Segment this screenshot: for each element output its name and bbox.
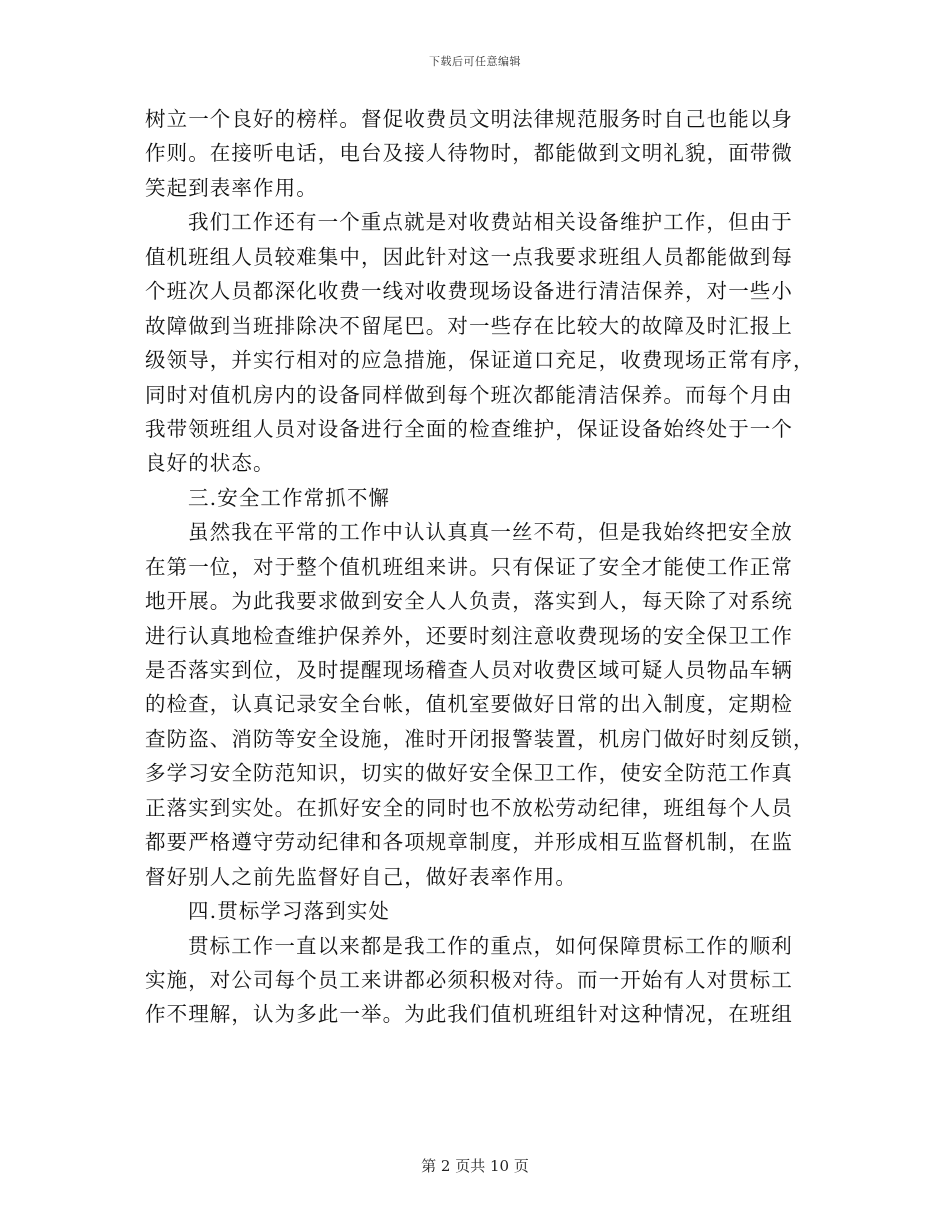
text-line: 都要严格遵守劳动纪律和各项规章制度，并形成相互监督机制，在监 (145, 830, 793, 855)
text-line: 故障做到当班排除决不留尾巴。对一些存在比较大的故障及时汇报上 (145, 313, 793, 338)
text-line: 我带领班组人员对设备进行全面的检查维护，保证设备始终处于一个 (145, 416, 793, 441)
text-line: 笑起到表率作用。 (145, 175, 318, 200)
text-line: 作不理解，认为多此一举。为此我们值机班组针对这种情况，在班组 (145, 1002, 793, 1027)
text-line: 实施，对公司每个员工来讲都必须积极对待。而一开始有人对贯标工 (145, 967, 793, 992)
section-heading: 四.贯标学习落到实处 (188, 899, 391, 924)
text-line: 是否落实到位，及时提醒现场稽查人员对收费区域可疑人员物品车辆 (145, 658, 793, 682)
text-line: 我们工作还有一个重点就是对收费站相关设备维护工作，但由于 (188, 210, 793, 235)
text-line: 督好别人之前先监督好自己，做好表率作用。 (145, 864, 577, 889)
page-footer: 第 2 页共 10 页 (421, 1157, 529, 1175)
text-line: 正落实到实处。在抓好安全的同时也不放松劳动纪律，班组每个人员 (145, 795, 793, 820)
text-line: 贯标工作一直以来都是我工作的重点，如何保障贯标工作的顺利 (188, 933, 793, 958)
text-line: 个班次人员都深化收费一线对收费现场设备进行清洁保养，对一些小 (145, 279, 793, 304)
section-heading: 三.安全工作常抓不懈 (188, 485, 391, 510)
text-line: 作则。在接听电话，电台及接人待物时，都能做到文明礼貌，面带微 (145, 141, 793, 166)
document-body (145, 102, 815, 1032)
text-line: 在第一位，对于整个值机班组来讲。只有保证了安全才能使工作正常 (145, 554, 793, 579)
text-line: 查防盗、消防等安全设施，准时开闭报警装置，机房门做好时刻反锁， (145, 726, 815, 751)
text-line: 良好的状态。 (145, 451, 275, 476)
text-line: 多学习安全防范知识，切实的做好安全保卫工作，使安全防范工作真 (145, 761, 793, 786)
text-line: 树立一个良好的榜样。督促收费员文明法律规范服务时自己也能以身 (145, 107, 793, 131)
text-line: 值机班组人员较难集中，因此针对这一点我要求班组人员都能做到每 (145, 244, 793, 269)
text-line: 进行认真地检查维护保养外，还要时刻注意收费现场的安全保卫工作 (145, 623, 793, 648)
text-line: 同时对值机房内的设备同样做到每个班次都能清洁保养。而每个月由 (145, 382, 793, 407)
page-header: 下载后可任意编辑 (429, 55, 521, 68)
text-line: 级领导，并实行相对的应急措施，保证道口充足，收费现场正常有序， (145, 348, 815, 373)
text-line: 的检查，认真记录安全台帐，值机室要做好日常的出入制度，定期检 (145, 692, 793, 717)
text-line: 虽然我在平常的工作中认认真真一丝不苟，但是我始终把安全放 (188, 520, 793, 545)
text-line: 地开展。为此我要求做到安全人人负责，落实到人，每天除了对系统 (145, 589, 793, 614)
